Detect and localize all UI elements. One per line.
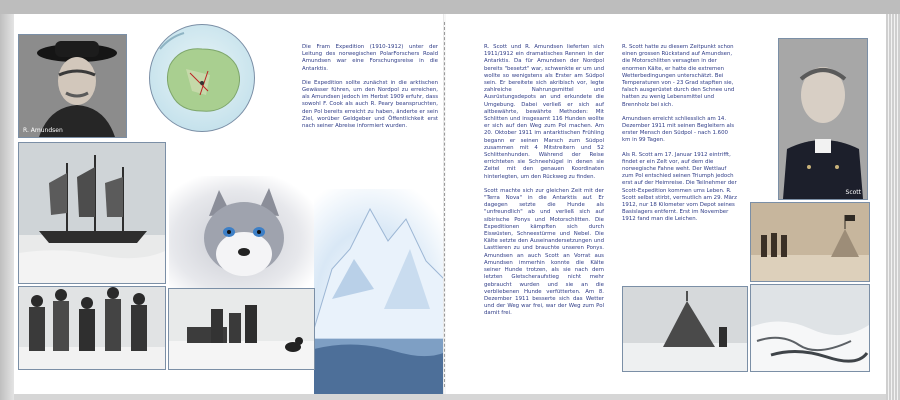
top-bar	[0, 0, 900, 14]
paragraph: R. Scott hatte zu diesem Zeitpunkt schon einen grossen Rückstand auf Amundsen, die Motorschlitten versagten in der enormen Kälte, er hatte die extremen Wetterbedingungen unterschätzt. Bei Temperaturen von - 23 Grad stapften sie, falsch ausgerüstet durch den Schnee und hatten zu wenig Lebensmittel und Brennholz bei sich.	[622, 44, 735, 108]
paragraph: Scott machte sich zur gleichen Zeit mit der "Terra Nova" in die Antarktis auf. Er dagegen setzte die Hunde als "unfreundlich" ab und verließ sich auf sibirische Ponys und Motorschlitten. Die Expeditionen kämpften sich durch Eiswüsten, Schneestürme und Nebel. Die Kälte setzte den Auseinandersetzungen und Lasttieren zu und brauchte unseren Ponys. Amundsen an auch Scott an Vorrat aus Amundsen immerhin konnte die Kälte seiner Hunde trotzen, als sie nach dem letzten Gletscheraufstieg nicht mehr gebraucht wurden und sie an die verbliebenen Hunde verfütterten. Am 8. Dezember 1911 besserte sich das Wetter und der Weg war frei, war der Weg zum Pol damit frei.	[484, 187, 604, 317]
iceberg-graphic	[314, 189, 444, 394]
snow-field-photo	[750, 284, 870, 372]
middle-text-column	[484, 44, 604, 325]
right-text-column	[622, 44, 738, 231]
amundsen-tent-photo	[622, 286, 748, 372]
south-pole-tent-photo	[750, 202, 870, 282]
sled-dogs-photo	[168, 288, 315, 370]
left-page-edge	[0, 14, 14, 400]
tent-men-graphic	[751, 203, 869, 281]
fram-ship-photo	[18, 142, 166, 284]
snow-graphic	[751, 285, 869, 371]
expedition-group-photo	[18, 286, 166, 370]
iceberg-photo	[314, 189, 444, 394]
scott-caption: Scott	[845, 189, 861, 196]
amundsen-portrait-graphic	[19, 35, 126, 137]
right-page	[446, 14, 886, 394]
paragraph: R. Scott und R. Amundsen lieferten sich 1911/1912 ein dramatisches Rennen in der Antarktis. Da für Amundsen der Nordpol bereits "besetzt" war, schwenkte er um und wollte so wenigstens als Erster am Südpol sein. Er bereitete sich akribisch vor, legte zahlreiche Nahrungsmittel und Ausrüstungsdepots an und erkundete die Umgebung. Dabei verließ er sich auf altbewährte, bewährte Methoden: Mit Schlitten und insgesamt 116 Hunden wollte er sich auf den Weg zum Pol machen. Am 20. Oktober 1911 im antarktischen Frühling begann er seinen Marsch zum Südpol zusammen mit 4 Mitstreitern und 52 Schlittenhunden. Während der Reise errichteten sie Schneehügel in denen sie Zeitel mit den genauen Koordinaten hinterlegten, um den Rückweg zu finden.	[484, 44, 604, 180]
ship-graphic	[19, 143, 165, 283]
left-page	[14, 14, 444, 394]
scott-portrait	[778, 38, 868, 200]
left-text-column	[302, 44, 438, 137]
paragraph: Die Fram Expedition (1910-1912) unter der Leitung des norwegischen PolarForschers Roald Amundsen war eine Forschungsreise in die Antarktis.	[302, 44, 438, 72]
right-page-edge	[886, 14, 900, 400]
paragraph: Die Expedition sollte zunächst in die arktischen Gewässer führen, um den Nordpol zu erreichen, als Amundsen jedoch im Herbst 1909 erfuhr, dass sowohl F. Cook als auch R. Peary beanspruchten, den Pol bereits erreicht zu haben, änderte er sein Ziel, worüber Geldgeber und Öffentlichkeit erst nach seiner Abreise informiert wurden.	[302, 79, 438, 130]
husky-graphic	[169, 176, 319, 306]
paragraph: Amundsen erreicht schliesslich am 14. Dezember 1911 mit seinen Begleitern als erster Mensch den Südpol - nach 1.600 km in 99 Tagen.	[622, 115, 735, 144]
scott-portrait-graphic	[779, 39, 867, 199]
amundsen-portrait	[18, 34, 127, 138]
husky-puppy-photo	[169, 176, 319, 306]
antarctica-map-graphic	[150, 25, 254, 131]
spine-fold-line	[444, 22, 445, 387]
sled-graphic	[169, 289, 314, 369]
paragraph: Als R. Scott am 17. Januar 1912 eintrifft, findet er ein Zelt vor, auf dem die norwegische Fahne weht. Der Wettlauf zum Pol entschied seinen Triumph jedoch erst auf der Heimreise. Die Teilnehmer der Scott-Expedition kommen ums Leben. R. Scott selbst stirbt, vermutlich am 29. März 1912, nur 18 Kilometer vom Depot seines Basislagers entfernt. Erst im November 1912 fand man die Leichen.	[622, 151, 737, 223]
amundsen-caption: R. Amundsen	[23, 127, 63, 134]
group-graphic	[19, 287, 165, 369]
tent-graphic	[623, 287, 747, 371]
antarctica-map	[149, 24, 255, 132]
